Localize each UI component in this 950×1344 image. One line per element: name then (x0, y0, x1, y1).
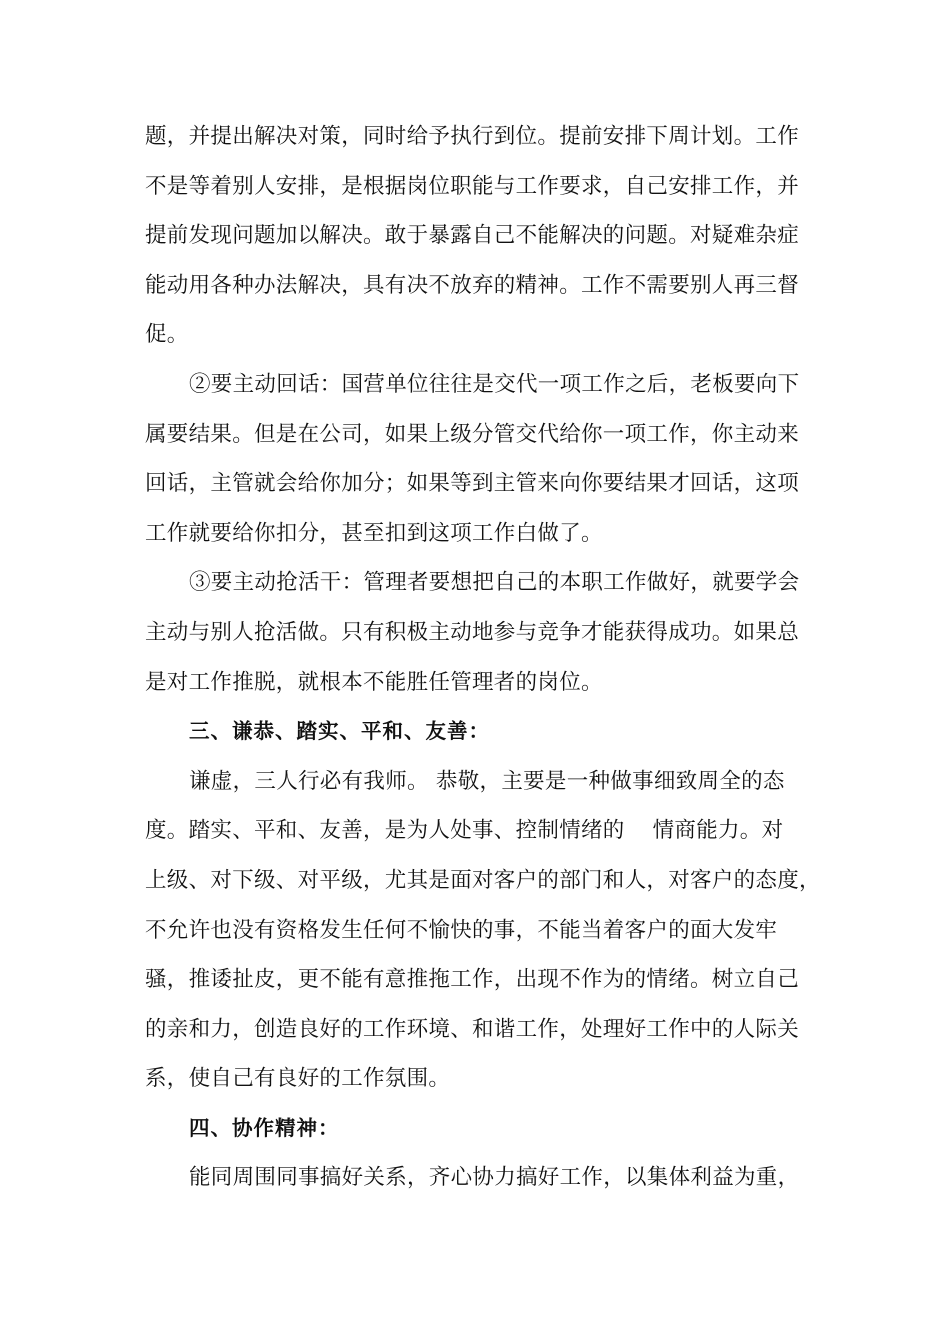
text-line: ③要主动抢活干：管理者要想把自己的本职工作做好，就要学会 (189, 570, 800, 596)
section-heading: 三、谦恭、踏实、平和、友善： (189, 719, 490, 744)
text-line: 是对工作推脱，就根本不能胜任管理者的岗位。 (145, 669, 603, 695)
text-line: 系，使自己有良好的工作氛围。 (145, 1066, 451, 1092)
text-span: 度。踏实、平和、友善，是为人处事、控制情绪的 (145, 818, 625, 844)
paragraph (145, 1153, 815, 1203)
text-line: 不允许也没有资格发生任何不愉快的事，不能当着客户的面大发牢 (145, 917, 778, 943)
text-line: 骚，推诿扯皮，更不能有意推拖工作，出现不作为的情绪。树立自己 (145, 967, 800, 993)
text-line: 的亲和力，创造良好的工作环境、和谐工作，处理好工作中的人际关 (145, 1016, 800, 1042)
text-line: 促。 (145, 322, 189, 348)
text-line: 能同周围同事搞好关系，齐心协力搞好工作，以集体利益为重， (189, 1165, 800, 1191)
section-heading: 四、协作精神： (189, 1115, 340, 1140)
text-line: ②要主动回话：国营单位往往是交代一项工作之后，老板要向下 (189, 371, 800, 397)
paragraph (145, 360, 815, 558)
text-line: 不是等着别人安排，是根据岗位职能与工作要求，自己安排工作，并 (145, 173, 800, 199)
paragraph (145, 757, 821, 1104)
text-line: 题，并提出解决对策，同时给予执行到位。提前安排下周计划。工作 (145, 124, 800, 149)
text-line: 提前发现问题加以解决。敢于暴露自己不能解决的问题。对疑难杂症 (145, 223, 800, 249)
text-line: 回话，主管就会给你加分；如果等到主管来向你要结果才回话，这项 (145, 471, 800, 497)
text-line: 属要结果。但是在公司，如果上级分管交代给你一项工作，你主动来 (145, 421, 800, 447)
paragraph (145, 558, 815, 707)
paragraph (145, 112, 815, 360)
text-line: 上级、对下级、对平级，尤其是面对客户的部门和人，对客户的态度， (145, 867, 821, 893)
text-line: 能动用各种办法解决，具有决不放弃的精神。工作不需要别人再三督 (145, 272, 800, 298)
text-line: 工作就要给你扣分，甚至扣到这项工作白做了。 (145, 520, 603, 546)
text-span: 情商能力。对 (652, 818, 784, 844)
text-line (145, 806, 815, 856)
document-body (145, 112, 821, 1203)
text-line: 谦虚，三人行必有我师。 恭敬，主要是一种做事细致周全的态 (189, 768, 785, 794)
text-line: 主动与别人抢活做。只有积极主动地参与竞争才能获得成功。如果总 (145, 619, 800, 645)
